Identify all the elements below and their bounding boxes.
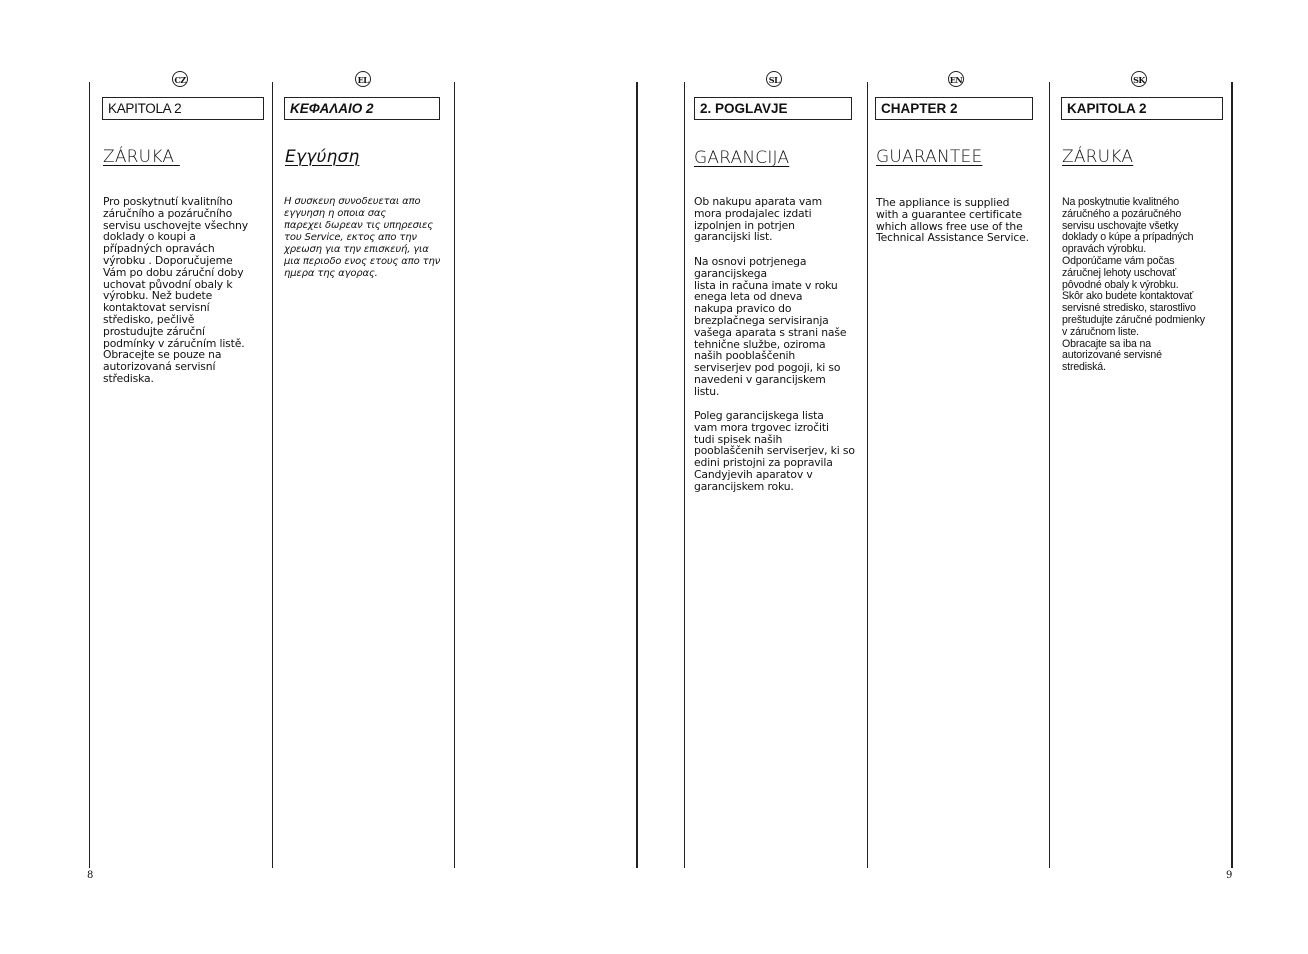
column-divider-cz-el xyxy=(272,82,273,868)
body-text-sl-paragraph-3: Poleg garancijskega lista vam mora trgovec izročiti tudi spisek naših pooblaščenih serviserjev, ki so edini pristojni za popravila Candyjevih aparatov v garancijskem roku. xyxy=(694,409,855,493)
page-number-left: 8 xyxy=(87,870,94,881)
body-text-sl-paragraph-2: Na osnovi potrjenega garancijskega lista in računa imate v roku enega leta od dneva nakupa pravico do brezplačnega servisiranja vašega aparata s strani naše tehnične službe, oziroma naših pooblaščenih serviserjev pod pogoji, ki so navedeni v garancijskem listu. xyxy=(694,255,847,398)
body-text-sk: Na poskytnutie kvalitného záručného a pozáručného servisu uschovajte všetky doklady o kúpe a prípadných opravách výrobku. Odporúčame vám počas záručnej lehoty uschovať pôvodné obaly k výrobku. Skôr ako budete kontaktovať servisné stredisko, starostlivo preštudujte záručné podmienky v záručnom liste. Obracajte sa iba na autorizované servisné strediská. xyxy=(1062,196,1205,374)
language-badge-en: EN xyxy=(948,71,964,87)
language-badge-sk: SK xyxy=(1131,71,1147,87)
column-divider-left-margin xyxy=(89,82,90,868)
body-text-sl-paragraph-1: Ob nakupu aparata vam mora prodajalec izdati izpolnjen in potrjen garancijski list. xyxy=(694,195,822,244)
page-number-right: 9 xyxy=(1226,870,1233,881)
column-divider-en-sk xyxy=(1049,82,1050,868)
language-badge-sl: SL xyxy=(766,71,782,87)
language-badge-cz: CZ xyxy=(172,71,188,87)
column-divider-right-margin xyxy=(1231,82,1233,868)
chapter-label-sl: 2. POGLAVJE xyxy=(694,97,852,120)
body-text-en: The appliance is supplied with a guarantee certificate which allows free use of the Technical Assistance Service. xyxy=(876,196,1029,245)
language-badge-el: EL xyxy=(355,71,371,87)
body-text-el: Η συσκευη συνοδευεται απο εγγυηση η οποια σας παρεχει δωρεαν τις υπηρεσιες του Service, εκτος απο την χρεωση για την επισκευή, για μια περιοδο ενος ετους απο την ημερα της αγορας. xyxy=(284,196,441,279)
chapter-label-sk: KAPITOLA 2 xyxy=(1061,97,1223,120)
column-divider-el-blank xyxy=(454,82,455,868)
page-gutter-divider xyxy=(636,82,638,868)
section-heading-sl: GARANCIJA xyxy=(694,148,790,168)
section-heading-sk: ZÁRUKA xyxy=(1062,147,1134,167)
section-heading-cz: ZÁRUKA xyxy=(103,147,180,167)
section-heading-en: GUARANTEE xyxy=(876,147,983,167)
chapter-label-en: CHAPTER 2 xyxy=(875,97,1033,120)
chapter-label-el: ΚΕΦΑΛΑΙΟ 2 xyxy=(284,97,440,120)
section-heading-el: Εγγύηση xyxy=(285,147,360,167)
column-divider-sl-en xyxy=(867,82,868,868)
chapter-label-cz: KAPITOLA 2 xyxy=(102,97,264,120)
column-divider-sl-margin xyxy=(684,82,685,868)
body-text-cz: Pro poskytnutí kvalitního záručního a pozáručního servisu uschovejte všechny doklady o koupi a případných opravách výrobku . Doporučujeme Vám po dobu záruční doby uchovat původní obaly k výrobku. Než budete kontaktovat servisní středisko, pečlivě prostudujte záruční podmínky v záručním listě. Obracejte se pouze na autorizovaná servisní střediska. xyxy=(103,195,248,385)
